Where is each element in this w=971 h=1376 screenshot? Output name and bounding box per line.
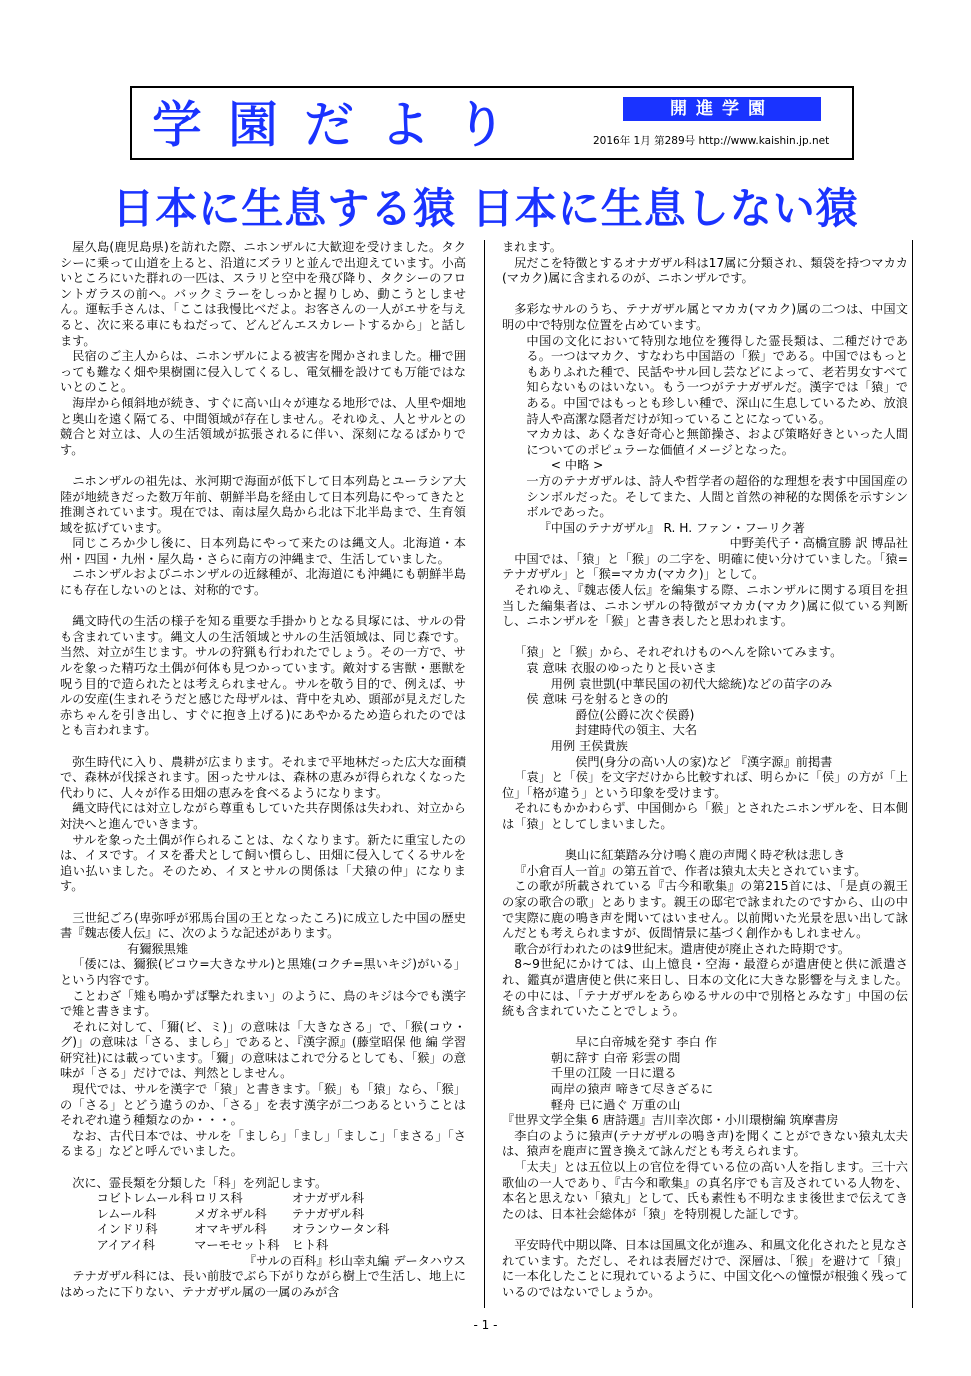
quotation: 有獮猴黒雉 (127, 941, 189, 956)
poem-line: 朝に辞す 白帝 彩雲の間 (550, 1050, 681, 1065)
paragraph: 縄文時代には対立しながら尊重もしていた共存関係は失われ、対立から対決へと進んでいきます。 (60, 801, 466, 831)
masthead (130, 86, 854, 160)
source-citation: 『世界文学全集 6 唐詩選』吉川幸次郎・小川環樹編 筑摩書房 (502, 1113, 839, 1128)
paragraph: 「太夫」とは五位以上の官位を得ている位の高い人を指します。三十六歌仙の一人であり、『古今和歌集』の真名序でも言及されている人物を、本名と思えない「猿丸」として、氏も素性も不明なまま後世まで伝えてきたのは、日本社会総体が「猿」を特別視した証しです。 (502, 1160, 908, 1221)
paragraph: 三世紀ごろ(卑弥呼が邪馬台国の王となったころ)に成立した中国の歴史書『魏志倭人伝』に、次のような記述があります。 (60, 910, 466, 941)
right-column (502, 240, 908, 1308)
paragraph: 弥生時代に入り、農耕が広まります。それまで平地林だった広大な面積で、森林が伐採されます。困ったサルは、森林の恵みが得られなくなった代わりに、人々が作る田畑の恵みを食べるようになります。 (60, 754, 466, 800)
newsletter-title: 学園だより (152, 96, 532, 154)
poem-line: 軽舟 已に過ぐ 万重の山 (550, 1097, 681, 1112)
family-item: オランウータン科 (291, 1222, 390, 1237)
paragraph: まれます。 (502, 240, 562, 254)
definition-line: 袁 意味 衣服のゆったりと長いさま (526, 661, 717, 676)
family-item: レムール科 (96, 1206, 157, 1221)
source-citation: 『サルの百科』杉山幸丸編 データハウス (243, 1253, 466, 1268)
definition-line: 封建時代の領主、大名 (575, 723, 698, 738)
paragraph: 中国では、「猿」と「猴」の二字を、明確に使い分けていました。「猿=テナガザル」と「猴=マカカ(マカク)」として。 (502, 551, 908, 582)
paragraph: ことわざ「雉も鳴かずば撃たれまい」のように、鳥のキジは今でも漢字で雉と書きます。 (60, 988, 466, 1019)
school-name: 開進学園 (623, 97, 821, 121)
left-column (60, 240, 466, 1308)
paragraph: 尻だこを特徴とするオナガザル科は17属に分類され、類袋を持つマカカ(マカク)属に含まれるのが、ニホンザルです。 (502, 255, 908, 286)
paragraph: 「袁」と「侯」を文字だけから比較すれば、明らかに「侯」の方が「上位」「格が違う」という印象を受けます。 (502, 770, 908, 800)
poem-line: 両岸の猿声 啼きて尽きざるに (550, 1082, 714, 1097)
paragraph: ニホンザルの祖先は、氷河期で海面が低下して日本列島とユーラシア大陸が地続きだった数万年前、朝鮮半島を経由して日本列島にやってきたと推測されています。現在では、南は屋久島から北は下北半島まで、生育領域を拡げています。 (60, 473, 466, 535)
paragraph: 「倭には、獮猴(ビコウ=大きなサル)と黒雉(コクチ=黒いキジ)がいる」という内容です。 (60, 957, 466, 987)
issue-info: 2016年 1月 第289号 http://www.kaishin.jp.net (593, 135, 830, 147)
definition-line: 侯門(身分の高い人の家)など 『漢字源』前掲書 (575, 754, 833, 769)
paragraph: この歌が所載されている『古今和歌集』の第215首には、「是貞の親王の家の歌合の歌」とあります。親王の邸宅で詠まれたのですから、山の中で実際に鹿の鳴き声を聞いてはいません。以前聞いた光景を思い出して詠んだとも考えられますが、仮間情景に基づく創作かもしれません。 (502, 879, 908, 941)
paragraph: 同じころか少し後に、日本列島にやって来たのは縄文人。北海道・本州・四国・九州・屋久島・さらに南方の沖縄まで、生活していました。 (60, 536, 466, 566)
quotation: マカカは、あくなき好奇心と無節操さ、および策略好きといった人間についてのポピュラーな価値イメージとなった。 (526, 427, 908, 457)
paragraph: それゆえ、『魏志倭人伝』を編集する際、ニホンザルに関する項目を担当した編集者は、ニホンザルの特徴がマカカ(マカク)属に似ている判断し、ニホンザルを「猴」と書き表したと思われます。 (502, 583, 908, 629)
paragraph: テナガザル科には、長い前肢でぶら下がりながら樹上で生活し、地上にはめったに下りない、テナガザル属の一属のみが含 (60, 1269, 466, 1299)
family-item: ロリス科 (194, 1191, 243, 1206)
definition-line: 用例 袁世凱(中華民国の初代大総統)などの苗字のみ (550, 676, 833, 691)
paragraph: 民宿のご主人からは、ニホンザルによる被害を聞かされました。柵で囲っても難なく畑や果樹園に侵入してくるし、電気柵を設けても万能ではないとのこと。 (60, 349, 466, 395)
poem: 奥山に紅葉踏み分け鳴く鹿の声聞く時ぞ秋は悲しき (564, 848, 846, 863)
definition-line: 侯 意味 弓を射るときの的 (526, 692, 669, 707)
paragraph: 縄文時代の生活の様子を知る重要な手掛かりとなる貝塚には、サルの骨も含まれています。縄文人の生活領域とサルの生活領域は、同じ森です。当然、対立が生じます。サルの狩猟も行われたでしょう。その一方で、サルを象った精巧な土偶が何体も見つかっています。敵対する害獣・悪獣を呪う目的で造られたとは考えられません。サルを敬う目的で、例えば、サルの安産(生まれそうだと感じた母ザルは、背中を丸め、頭部が見えだした赤ちゃんを引き出し、すぐに抱き上げる)にあやかるため造られたのではとも言われます。 (60, 614, 466, 738)
paragraph: 海岸から傾斜地が続き、すぐに高い山々が連なる地形では、人里や畑地と奥山を遠く隔てる、中間領域が存在しません。それゆえ、人とサルとの競合と対立は、人の生活領域が拡張されるに伴い、深刻になるばかりです。 (60, 395, 466, 457)
paragraph: 屋久島(鹿児島県)を訪れた際、ニホンザルに大歓迎を受けました。タクシーに乗って山道を上ると、沿道にズラリと並んで出迎えています。小高いところにいた群れの一匹は、スラリと空中を飛び降り、タクシーのフロントガラスの前へ。バックミラーをしっかと握りしめ、動こうとしません。運転手さんは、「ここは我慢比べだよ。お客さんの一人がエサを与えると、次に来る車にもねだって、どんどんエスカレートするから」と話します。 (60, 240, 466, 348)
poem-title: 早に白帝城を発す 李白 作 (575, 1035, 717, 1050)
paragraph: 「猿」と「猴」から、それぞれけものへんを除いてみます。 (514, 645, 843, 660)
definition-line: 爵位(公爵に次ぐ侯爵) (575, 707, 695, 722)
paragraph: それに対して、「獮(ビ、ミ)」の意味は「大きなさる」で、「猴(コウ・グ)」の意味は「さる、ましら」であると、『漢字源』(藤堂昭保 他 編 学習研究社)には載っています。「獮」の意味はこれで分るとしても、「猴」の意味が「さる」だけでは、判然としません。 (60, 1019, 466, 1081)
family-item: ヒト科 (291, 1238, 329, 1252)
paragraph: 多彩なサルのうち、テナガザル属とマカカ(マカク)属の二つは、中国文明の中で特別な位置を占めています。 (502, 302, 908, 332)
paragraph: 次に、霊長類を分類した「科」を列記します。 (72, 1175, 328, 1190)
paragraph: 歌合が行われたのは9世紀末。遣唐使が廃止された時期です。 (514, 941, 851, 956)
paragraph: ニホンザルおよびニホンザルの近縁種が、北海道にも沖縄にも朝鮮半島にも存在しないのとは、対称的です。 (60, 567, 466, 598)
family-item: オナガザル科 (291, 1191, 365, 1206)
family-item: テナガザル科 (291, 1206, 365, 1221)
family-item: オマキザル科 (194, 1222, 267, 1237)
paragraph: 平安時代中期以降、日本は国風文化が進み、和風文化化されたと見なされています。ただし、それは表層だけで、深層は、「猴」を避けて「猿」に一本化したことに現れているように、中国文化への憧憬が根強く残っているのではないでしょうか。 (502, 1238, 908, 1299)
primate-family-list (97, 1191, 466, 1253)
paragraph: なお、古代日本では、サルを「ましら」「まし」「ましこ」「まさる」「さるまる」などと呼んでいました。 (60, 1128, 466, 1159)
family-item: アイアイ科 (96, 1238, 155, 1252)
column-divider (912, 240, 913, 1308)
family-item: コビトレムール科 (96, 1191, 193, 1206)
page-number: - 1 - (473, 1318, 498, 1332)
quotation: 一方のテナガザルは、詩人や哲学者の超俗的な理想を表す中国国産のシンボルだった。そしてまた、人間と首然の神秘的な関係を示すシンボルであった。 (526, 473, 908, 520)
quotation: 中国の文化において特別な地位を獲得した霊長類は、二種だけである。一つはマカク、すなわち中国語の「猴」である。中国ではもっともありふれた種で、民話やサル回し芸などによって、老若男女すべて知らないものはいない。もう一つがテナガザルだ。漢字では「猿」である。中国ではもっとも珍しい種で、深山に生息しているため、放浪詩人や高潔な隠者だけが知っていることになっている。 (526, 333, 908, 426)
source-citation: 『中国のテナガザル』 R. H. ファン・フーリク著 (538, 520, 805, 535)
headline: 日本に生息する猿 日本に生息しない猿 (112, 184, 859, 233)
poem-line: 千里の江陵 一日に還る (550, 1066, 677, 1081)
quotation: < 中略 > (550, 458, 604, 473)
family-item: マーモセット科 (194, 1238, 280, 1252)
paragraph: それにもかかわらず、中国側から「猴」とされたニホンザルを、日本側は「猿」としてしまいました。 (502, 801, 908, 831)
paragraph: 『小倉百人一首』の第五首で、作者は猿丸太夫とされています。 (514, 863, 867, 878)
family-item: インドリ科 (96, 1222, 158, 1237)
column-divider (484, 240, 485, 1308)
paragraph: サルを象った土偶が作られることは、なくなります。新たに重宝したのは、イヌです。イヌを番犬として飼い慣らし、田畑に侵入してくるサルを追い払いました。そのため、イヌとサルの関係は「犬猿の仲」になります。 (60, 832, 466, 894)
family-item: メガネザル科 (194, 1206, 267, 1221)
source-citation: 中野美代子・高橋宣勝 訳 博品社 (729, 536, 908, 551)
paragraph: 李白のように猿声(テナガザルの鳴き声)を聞くことができない猿丸太夫は、猿声を鹿声に置き換えて詠んだとも考えられます。 (502, 1128, 908, 1159)
paragraph: 現代では、サルを漢字で「猿」と書きます。「猴」も「猿」なら、「猴」の「さる」とどう違うのか、「さる」を表す漢字が二つあるということはそれぞれ違う種類なのか・・・。 (60, 1082, 466, 1128)
paragraph: 8~9世紀にかけては、山上憶良・空海・最澄らが遣唐使と供に派遣され、鑑真が遣唐使と供に来日し、日本の文化に大きな影響を与えました。その中には、「テナガザルをあらゆるサルの中で別格とみなす」中国の伝統も含まれていたことでしょう。 (502, 957, 908, 1019)
definition-line: 用例 王侯貴族 (550, 739, 628, 753)
